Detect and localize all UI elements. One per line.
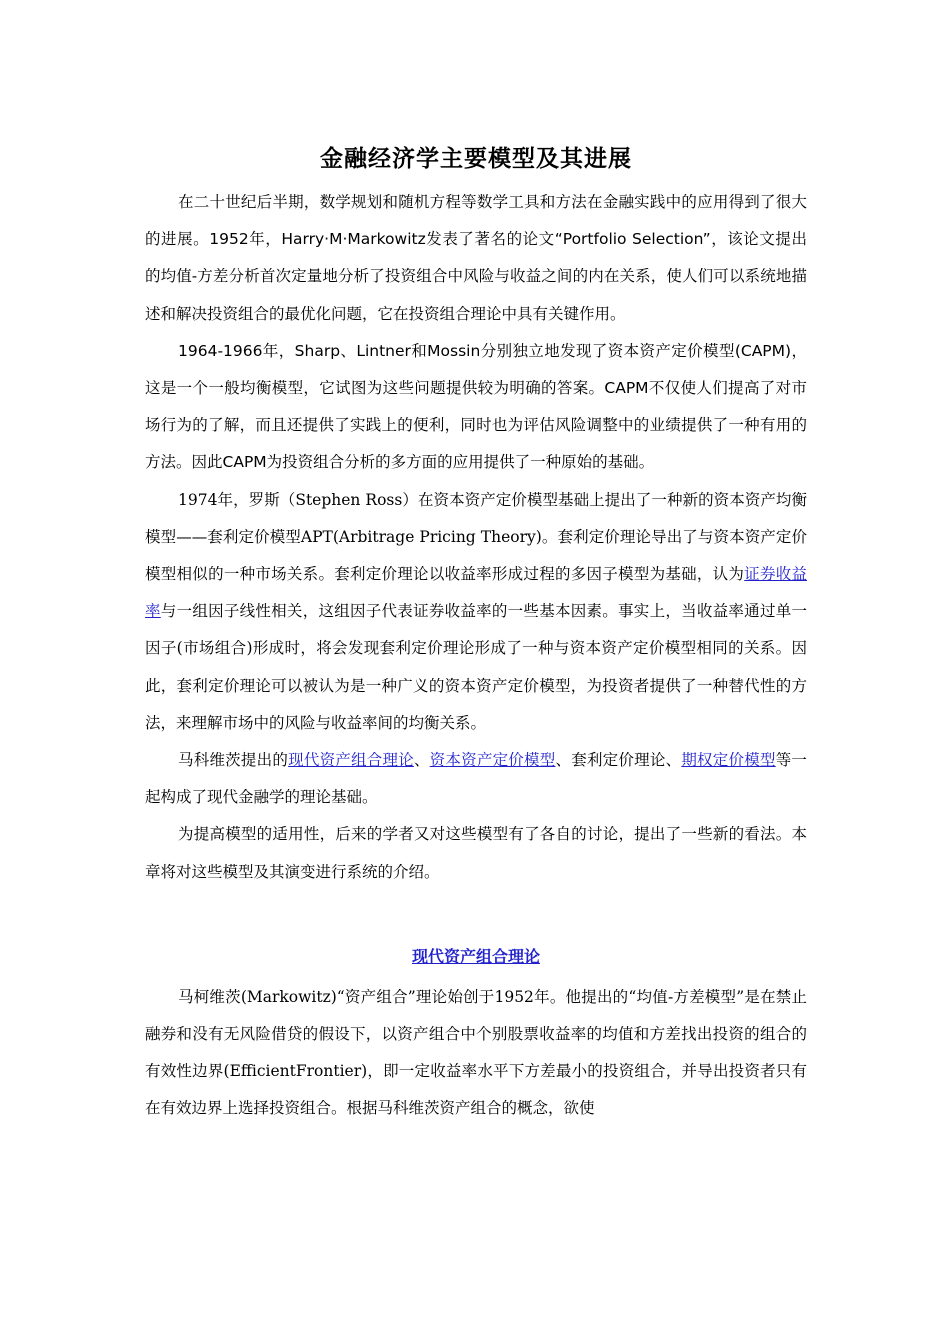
- p2-lintner: Lintner: [356, 341, 411, 360]
- p2-capm-1: (CAPM): [734, 341, 792, 360]
- p2-text-b: 年，: [262, 341, 295, 360]
- paragraph-6: 马柯维茨(Markowitz)“资产组合”理论始创于1952年。他提出的“均值-方差模型”是在禁止融券和没有无风险借贷的假设下，以资产组合中个别股票收益率的均值和方差找出投资的组合的有效性边界(EfficientFrontier)，即一定收益率水平下方差最小的投资组合，并导出投资者只有在有效边界上选择投资组合。根据马科维茨资产组合的概念，欲使: [145, 987, 807, 1118]
- paragraph-3: [145, 482, 807, 742]
- p4-text-b: 、套利定价理论、: [555, 751, 682, 770]
- p3-text-b: 与一组因子线性相关，这组因子代表证券收益率的一些基本因素。事实上，当收益率通过单一因子(市场组合)形成时，将会发现套利定价理论形成了一种与资本资产定价模型相同的关系。因此，套利定价理论可以被认为是一种广义的资本资产定价模型，为投资者提供了一种替代性的方法，来理解市场中的风险与收益率间的均衡关系。: [145, 602, 807, 732]
- p3-text-a: 1974年，罗斯（Stephen Ross）在资本资产定价模型基础上提出了一种新的资本资产均衡模型——套利定价模型APT(Arbitrage Pricing Theory)。套利定价理论导出了与资本资产定价模型相似的一种市场关系。套利定价理论以收益率形成过程的多因子模型为基础，认为: [145, 490, 807, 584]
- document-body: [145, 144, 807, 1128]
- paragraph-2: [145, 333, 807, 482]
- p2-text-d: 、: [340, 341, 357, 360]
- p4-text-c: 等一起构成了现代金融学的理论基础。: [145, 751, 807, 807]
- link-capm[interactable]: 资本资产定价模型: [429, 751, 556, 770]
- p2-mossin: Mossin: [427, 341, 481, 360]
- section-title-link[interactable]: 现代资产组合理论: [411, 946, 540, 966]
- p2-text-l: 不仅使人们提高了对市场行为的了解，而且还提供了实践上的便利，同时也为评估风险调整中的业绩提供了一种有用的方法。因此: [145, 379, 807, 472]
- section-title: [145, 939, 807, 975]
- link-securities-return[interactable]: 证券收益率: [145, 565, 807, 621]
- p2-text-n: 为投资组合分析的多方面的应用提供了一种原始的基础。: [266, 453, 655, 472]
- p1-text-c: ，该论文提出的均值-方差分析首次定量地分析了投资组合中风险与收益之间的内在关系，使人们可以系统地描述和解决投资组合的最优化问题，它在投资组合理论中具有关键作用。: [145, 230, 807, 323]
- p1-text-b: 1952年，Harry·M·Markowitz发表了著名的论文“Portfolio Selection”: [209, 230, 711, 249]
- p2-text-h: 分别独立地发现了资本资产定价模型: [480, 341, 735, 360]
- p2-capm-2: CAPM: [604, 379, 649, 398]
- paragraph-1: [145, 184, 807, 333]
- p2-sharp: Sharp: [294, 341, 341, 360]
- paragraph-4: [145, 742, 807, 816]
- link-modern-portfolio-theory[interactable]: 现代资产组合理论: [288, 751, 414, 770]
- p4-sep: 、: [413, 751, 430, 770]
- page-title: 金融经济学主要模型及其进展: [320, 146, 632, 172]
- p2-text-f: 和: [410, 341, 428, 360]
- p2-text-j: ，这是一个一般均衡模型，它试图为这些问题提供较为明确的答案。: [145, 341, 807, 398]
- link-option-pricing-model[interactable]: 期权定价模型: [681, 751, 776, 770]
- p1-text-a: 在二十世纪后半期，数学规划和随机方程等数学工具和方法在金融实践中的应用得到了很大的进展。: [145, 193, 807, 249]
- p2-capm-3: CAPM: [222, 453, 267, 472]
- p2-years: 1964-1966: [178, 341, 263, 360]
- p4-text-a: 马科维茨提出的: [178, 751, 289, 770]
- paragraph-5: 为提高模型的适用性，后来的学者又对这些模型有了各自的讨论，提出了一些新的看法。本章将对这些模型及其演变进行系统的介绍。: [145, 825, 807, 881]
